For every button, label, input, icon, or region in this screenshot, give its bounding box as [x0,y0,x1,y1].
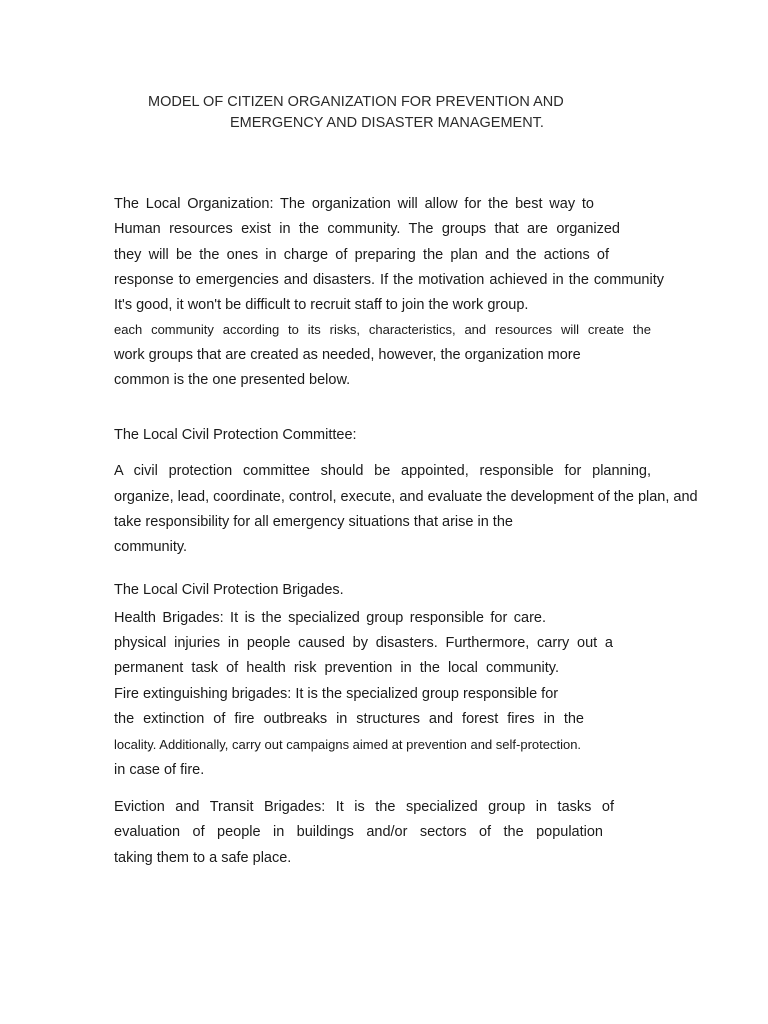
paragraph-line: they will be the ones in charge of preparing the plan and the actions of [114,247,609,263]
section-heading-brigades: The Local Civil Protection Brigades. [114,582,344,598]
title-line-1: MODEL OF CITIZEN ORGANIZATION FOR PREVENTION AND [148,94,564,110]
paragraph-line: work groups that are created as needed, however, the organization more [114,347,581,363]
paragraph-line: The Local Organization: The organization will allow for the best way to [114,196,594,212]
paragraph-line: Health Brigades: It is the specialized group responsible for care. [114,610,546,626]
paragraph-line: It's good, it won't be difficult to recruit staff to join the work group. [114,297,529,313]
paragraph-line: response to emergencies and disasters. If the motivation achieved in the community [114,272,664,288]
paragraph-line: physical injuries in people caused by disasters. Furthermore, carry out a [114,635,613,651]
paragraph-line: A civil protection committee should be appointed, responsible for planning, [114,463,651,479]
paragraph-line: permanent task of health risk prevention in the local community. [114,660,559,676]
title-line-2: EMERGENCY AND DISASTER MANAGEMENT. [230,115,544,131]
paragraph-line: take responsibility for all emergency situations that arise in the [114,514,513,530]
paragraph-line: the extinction of fire outbreaks in structures and forest fires in the [114,711,584,727]
document-title [0,92,768,134]
paragraph-line: Fire extinguishing brigades: It is the specialized group responsible for [114,686,559,702]
paragraph-line: in case of fire. [114,762,205,778]
section-heading-committee: The Local Civil Protection Committee: [114,427,357,443]
paragraph-line: each community according to its risks, characteristics, and resources will create the [114,322,651,337]
paragraph-line: taking them to a safe place. [114,850,292,866]
paragraph-line: community. [114,539,188,555]
paragraph-line: Eviction and Transit Brigades: It is the specialized group in tasks of [114,799,614,815]
paragraph-line: organize, lead, coordinate, control, execute, and evaluate the development of the plan, and [114,489,698,505]
paragraph-line: common is the one presented below. [114,372,351,388]
paragraph-line: evaluation of people in buildings and/or sectors of the population [114,824,603,840]
paragraph-line: Human resources exist in the community. The groups that are organized [114,221,620,237]
paragraph-line: locality. Additionally, carry out campaigns aimed at prevention and self-protection. [114,737,582,752]
